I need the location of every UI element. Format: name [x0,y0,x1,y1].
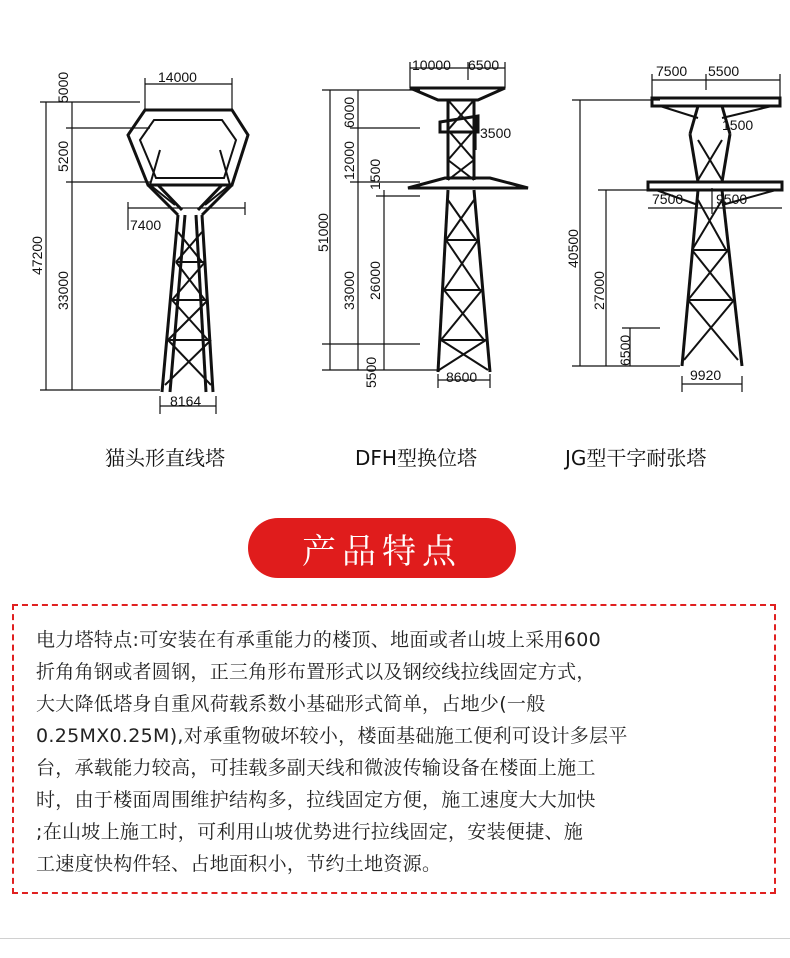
feature-line: 时，由于楼面周围维护结构多，拉线固定方便，施工速度大大加快 [36,789,596,811]
dim-seg-upper: 12000 [341,141,357,180]
feature-text [36,624,764,880]
dim-jg-leg: 6500 [617,334,633,366]
tower-drawings [0,0,790,430]
dim-low-left: 7500 [652,191,684,207]
feature-line: 折角角钢或者圆钢，正三角形布置形式以及钢绞线拉线固定方式， [36,661,596,683]
caption-cat-head-tower: 猫头形直线塔 [105,446,225,470]
dim-arm-right: 6500 [468,57,500,73]
dim-top-width: 14000 [158,69,197,85]
feature-line: 工速度快构件轻、占地面积小，节约土地资源。 [36,853,442,875]
cat-head-tower [40,78,248,414]
dim-jg-body: 27000 [591,271,607,310]
caption-jg-tower: JG型干字耐张塔 [565,446,707,470]
section-title-badge [248,518,516,578]
dim-top-right: 5500 [708,63,740,79]
dim-top-gap: 1500 [722,117,754,133]
dim-base-width: 8164 [170,393,202,409]
feature-line: 电力塔特点:可安装在有承重能力的楼顶、地面或者山坡上采用600 [36,629,601,651]
dim-jg-base: 9920 [690,367,722,383]
dim-dfh-lower: 33000 [341,271,357,310]
dim-seg-top: 6000 [341,96,357,128]
feature-line: 台，承载能力较高，可挂载多副天线和微波传输设备在楼面上施工 [36,757,596,779]
dim-dfh-total: 51000 [315,213,331,252]
dim-body: 33000 [55,271,71,310]
dim-arm-left: 10000 [412,57,451,73]
dim-total: 47200 [29,236,45,275]
dim-dfh-leg: 5500 [363,356,379,388]
dim-dfh-base: 8600 [446,369,478,385]
caption-dfh-tower: DFH型换位塔 [355,446,477,470]
dim-head-mid: 5200 [55,140,71,172]
dim-dfh-body: 26000 [367,261,383,300]
bottom-divider [0,938,790,939]
dim-mid-arm: 3500 [480,125,512,141]
feature-line: 0.25MX0.25M),对承重物破坏较小，楼面基础施工便利可设计多层平 [36,725,628,747]
dim-top-left: 7500 [656,63,688,79]
feature-line: ;在山坡上施工时，可利用山坡优势进行拉线固定，安装便捷、施 [36,821,584,843]
feature-description-box [12,604,776,894]
dim-head-top: 5000 [55,71,71,103]
section-title: 产品特点 [302,531,462,572]
dim-waist-width: 7400 [130,217,162,233]
dim-seg-gap: 1500 [367,158,383,190]
dim-jg-total: 40500 [565,229,581,268]
feature-line: 大大降低塔身自重风荷载系数小基础形式简单，占地少(一般 [36,693,546,715]
dim-low-right: 9500 [716,191,748,207]
